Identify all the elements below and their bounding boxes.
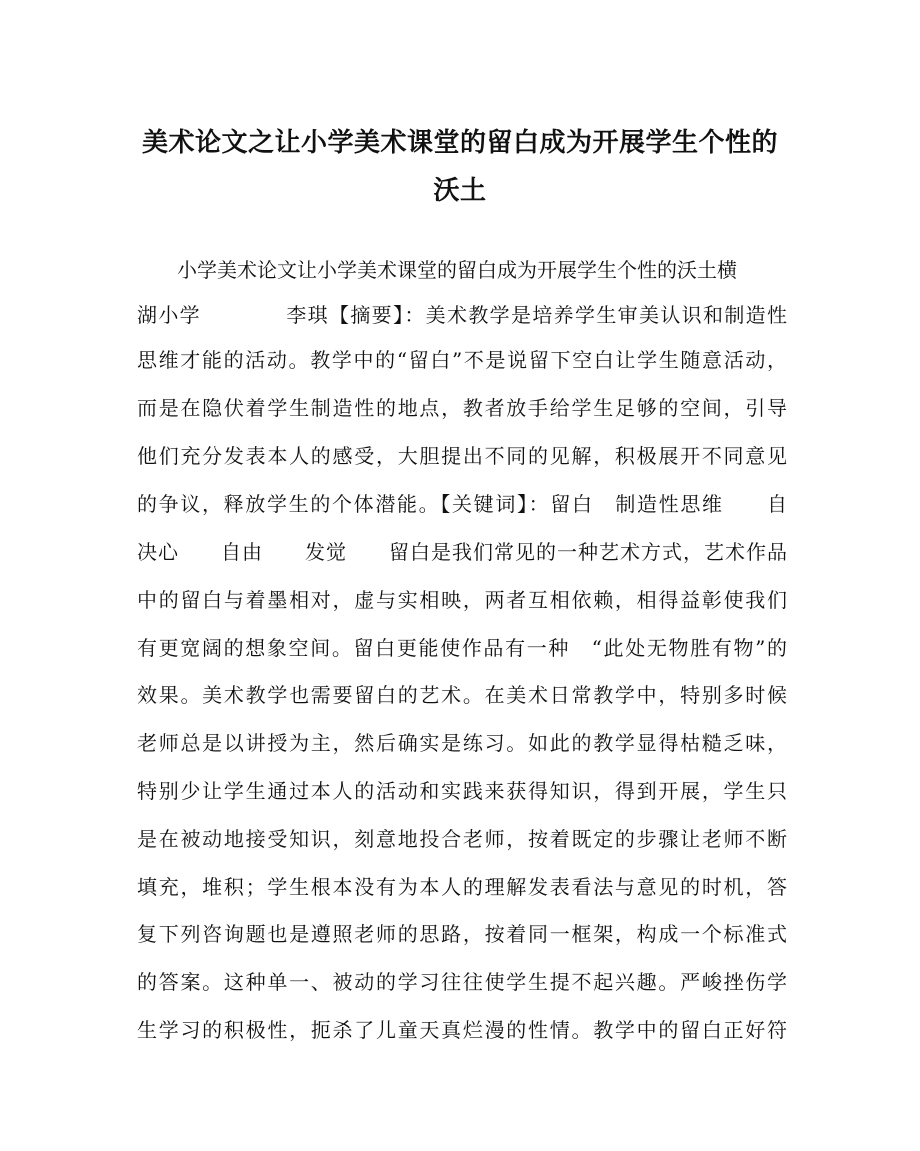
body-line-11: 老师总是以讲授为主，然后确实是练习。如此的教学显得枯糙乏味， [137, 731, 787, 755]
body-line-7: 决心 自由 发觉 留白是我们常见的一种艺术方式，艺术作品 [137, 540, 787, 564]
document-title-line-1: 美术论文之让小学美术课堂的留白成为开展学生个性的 [141, 128, 778, 158]
body-line-6: 的争议，释放学生的个体潜能。【关键词】：留白 制造性思维 自 [137, 492, 787, 516]
body-line-13: 是在被动地接受知识，刻意地投合老师，按着既定的步骤让老师不断 [137, 827, 787, 851]
body-line-9: 有更宽阔的想象空间。留白更能使作品有一种 “此处无物胜有物”的 [137, 636, 787, 660]
document-title-line-2: 沃土 [433, 176, 487, 206]
body-line-8: 中的留白与着墨相对，虚与实相映，两者互相依赖，相得益彰使我们 [137, 588, 787, 612]
body-line-4: 而是在隐伏着学生制造性的地点，教者放手给学生足够的空间，引导 [137, 396, 787, 420]
body-line-5: 他们充分发表本人的感受，大胆提出不同的见解，积极展开不同意见 [137, 444, 787, 468]
body-line-10: 效果。美术教学也需要留白的艺术。在美术日常教学中，特别多时候 [137, 683, 787, 707]
body-line-14: 填充，堆积；学生根本没有为本人的理解发表看法与意见的时机，答 [137, 875, 787, 899]
body-line-2: 湖小学 李琪【摘要】：美术教学是培养学生审美认识和制造性 [137, 303, 787, 327]
body-line-16: 的答案。这种单一、被动的学习往往使学生提不起兴趣。严峻挫伤学 [137, 970, 787, 994]
body-line-1: 小学美术论文让小学美术课堂的留白成为开展学生个性的沃土横 [177, 258, 737, 282]
body-line-3: 思维才能的活动。教学中的“留白”不是说留下空白让学生随意活动， [137, 348, 787, 372]
body-line-17: 生学习的积极性，扼杀了儿童天真烂漫的性情。教学中的留白正好符 [137, 1018, 787, 1042]
body-line-12: 特别少让学生通过本人的活动和实践来获得知识，得到开展，学生只 [137, 779, 787, 803]
body-line-15: 复下列咨询题也是遵照老师的思路，按着同一框架，构成一个标准式 [137, 922, 787, 946]
